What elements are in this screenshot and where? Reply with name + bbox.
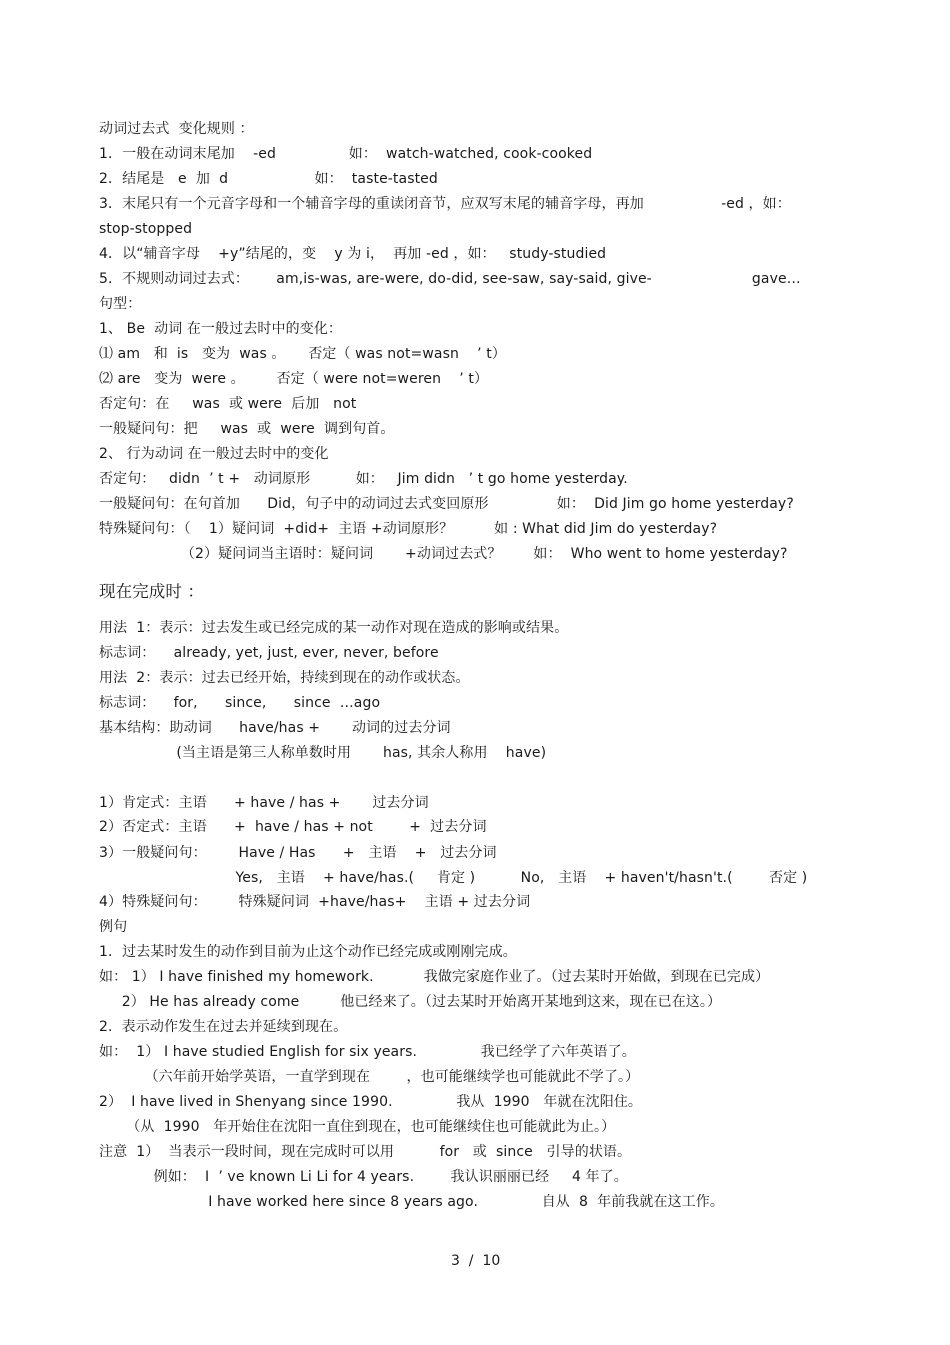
example-line: 2. 表示动作发生在过去并延续到现在。 [99,1019,348,1035]
action-verb-line: （2）疑问词当主语时：疑问词 +动词过去式？ 如： Who went to home yesterday? [99,546,788,562]
usage-line: 标志词： already, yet, just, ever, never, before [99,645,439,661]
example-line: （从 1990 年开始住在沈阳一直住到现在，也可能继续住也可能就此为止。） [99,1119,616,1135]
present-perfect-heading: 现在完成时 ： [99,582,204,601]
past-tense-title: 动词过去式 变化规则 ： [99,121,254,137]
form-line: Yes, 主语 + have/has.( 肯定 ) No, 主语 + haven't/hasn't.( 否定 ) [99,870,808,886]
usage-line: 基本结构：助动词 have/has + 动词的过去分词 [99,720,451,736]
example-line: 如： 1） I have studied English for six years. 我已经学了六年英语了。 [99,1044,636,1060]
example-line: 2） I have lived in Shenyang since 1990. 我从 1990 年就在沈阳住。 [99,1094,643,1110]
usage-line: 用法 1：表示：过去发生或已经完成的某一动作对现在造成的影响或结果。 [99,620,569,636]
usage-line: (当主语是第三人称单数时用 has, 其余人称用 have) [99,745,547,761]
be-verb-line: 一般疑问句：把 was 或 were 调到句首。 [99,421,395,437]
example-line: 2） He has already come 他已经来了。（过去某时开始离开某地到这来，现在已在这。） [99,994,722,1010]
action-verb-line: 特殊疑问句：（ 1）疑问词 +did+ 主语 +动词原形？ 如 : What did Jim do yesterday? [99,521,718,537]
action-verb-line: 否定句： didn ’ t + 动词原形 如： Jim didn ’ t go home yesterday. [99,471,628,487]
be-verb-line: ⑵ are 变为 were 。 否定（ were not=weren ’ t） [99,371,489,387]
example-line: 1．过去某时发生的动作到目前为止这个动作已经完成或刚刚完成。 [99,944,517,960]
rule-line: stop-stopped [99,221,193,237]
example-line: 例如： I ’ ve known Li Li for 4 years. 我认识丽丽已经 4 年了。 [99,1169,628,1185]
example-line: I have worked here since 8 years ago. 自从 8 年前我就在这工作。 [99,1194,725,1210]
rule-line: 2．结尾是 e 加 d 如： taste-tasted [99,171,438,187]
example-line: （六年前开始学英语，一直学到现在 ，也可能继续学也可能就此不学了。） [99,1069,640,1085]
rule-line: 1．一般在动词末尾加 -ed 如： watch-watched, cook-cooked [99,146,593,162]
example-line: 注意 1） 当表示一段时间，现在完成时可以用 for 或 since 引导的状语。 [99,1144,632,1160]
rule-line: 5．不规则动词过去式： am,is-was, are-were, do-did, see-saw, say-said, give- gave… [99,271,801,287]
action-verb-title: 2、 行为动词 在一般过去时中的变化 [99,446,329,462]
form-line: 4）特殊疑问句： 特殊疑问词 +have/has+ 主语 + 过去分词 [99,894,531,910]
form-line: 1）肯定式：主语 + have / has + 过去分词 [99,795,429,811]
usage-line: 用法 2：表示：过去已经开始，持续到现在的动作或状态。 [99,670,470,686]
form-line: 3）一般疑问句： Have / Has + 主语 + 过去分词 [99,845,497,861]
examples-title: 例句 [99,919,128,935]
be-verb-title: 1、 Be 动词 在一般过去时中的变化： [99,321,343,337]
rule-line: 4．以“辅音字母 +y”结尾的，变 y 为 i， 再加 -ed ，如： study-studied [99,246,607,262]
example-line: 如： 1） I have finished my homework. 我做完家庭作业了。（过去某时开始做，到现在已完成） [99,969,770,985]
sentence-patterns-title: 句型： [99,296,142,312]
form-line: 2）否定式：主语 + have / has + not + 过去分词 [99,819,487,835]
action-verb-line: 一般疑问句：在句首加 Did，句子中的动词过去式变回原形 如： Did Jim go home yesterday? [99,496,794,512]
be-verb-line: 否定句：在 was 或 were 后加 not [99,396,357,412]
usage-line: 标志词： for, since, since …ago [99,695,381,711]
be-verb-line: ⑴ am 和 is 变为 was 。 否定（ was not=wasn ’ t） [99,346,506,362]
page-indicator: 3 / 10 [451,1253,501,1269]
rule-line: 3．末尾只有一个元音字母和一个辅音字母的重读闭音节，应双写末尾的辅音字母，再加 -ed ，如： [99,196,791,212]
